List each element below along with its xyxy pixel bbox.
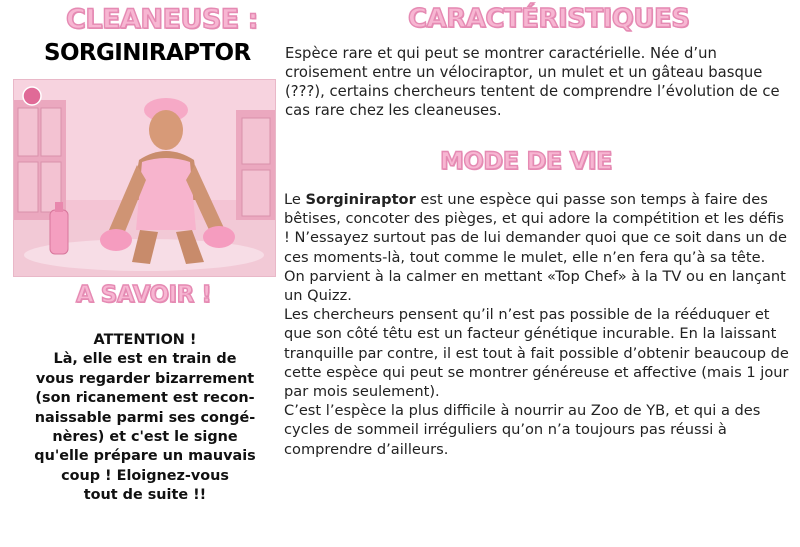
species-name-bold: Sorginiraptor (305, 191, 416, 208)
savoir-line: coup ! Eloignez-vous (61, 467, 229, 484)
savoir-line: nères) et c'est le signe (52, 429, 238, 446)
mode-paragraph-3: Les chercheurs pensent qu’il n’est pas possible de la rééduquer et que son côté têtu est un facteur génétique incurable. En la laissant tranquille par contre, il est tout à fait possible d’obtenir beaucoup de cette espèce qui peut se montrer généreuse et affective (mais 1 jour par mois seulement). (284, 306, 789, 401)
savoir-line: qu'elle prépare un mauvais (34, 448, 256, 465)
mode-p1-prefix: Le (284, 191, 306, 208)
mode-paragraph-2: On parvient à la calmer en mettant «Top Chef» à la TV ou en lançant un Quizz. (284, 267, 786, 305)
mode-de-vie-text (284, 190, 794, 459)
savoir-line: vous regarder bizarrement (35, 370, 255, 387)
creature-photo (14, 80, 275, 276)
savoir-line: (son ricanement est recon- (35, 390, 255, 407)
mode-paragraph-4: C’est l’espèce la plus difficile à nourrir au Zoo de YB, et qui a des cycles de sommeil irréguliers qu’on n’a toujours pas réussi à comprendre d’ailleurs. (284, 402, 761, 458)
mode-paragraph-1 (284, 190, 794, 267)
caracteristiques-heading: CARACTÉRISTIQUES (408, 4, 690, 34)
creature-category-title: CLEANEUSE : (66, 4, 258, 35)
caracteristiques-text: Espèce rare et qui peut se montrer caractérielle. Née d’un croisement entre un vélociraptor, un mulet et un gâteau basque (???), certains chercheurs tentent de comprendre l’évolution de ce cas rare chez les cleaneuses. (285, 45, 780, 119)
savoir-line: tout de suite !! (83, 487, 207, 504)
savoir-line: naissable parmi ses congé- (34, 409, 256, 426)
savoir-warning-text (20, 331, 270, 506)
mode-p1-rest: est une espèce qui passe son temps à faire des bêtises, concoter des pièges, et qui adore la compétition et les défis ! N’essayez surtout pas de lui demander quoi que ce soit dans un de ces moments-là, tout comme le mulet, elle n’en fera qu’à sa tête. (284, 191, 787, 266)
creature-name-title: SORGINIRAPTOR (44, 40, 251, 66)
savoir-line: Là, elle est en train de (53, 351, 237, 368)
savoir-heading: A SAVOIR ! (76, 282, 212, 308)
savoir-line: ATTENTION ! (93, 332, 197, 348)
mode-de-vie-heading: MODE DE VIE (440, 147, 613, 175)
